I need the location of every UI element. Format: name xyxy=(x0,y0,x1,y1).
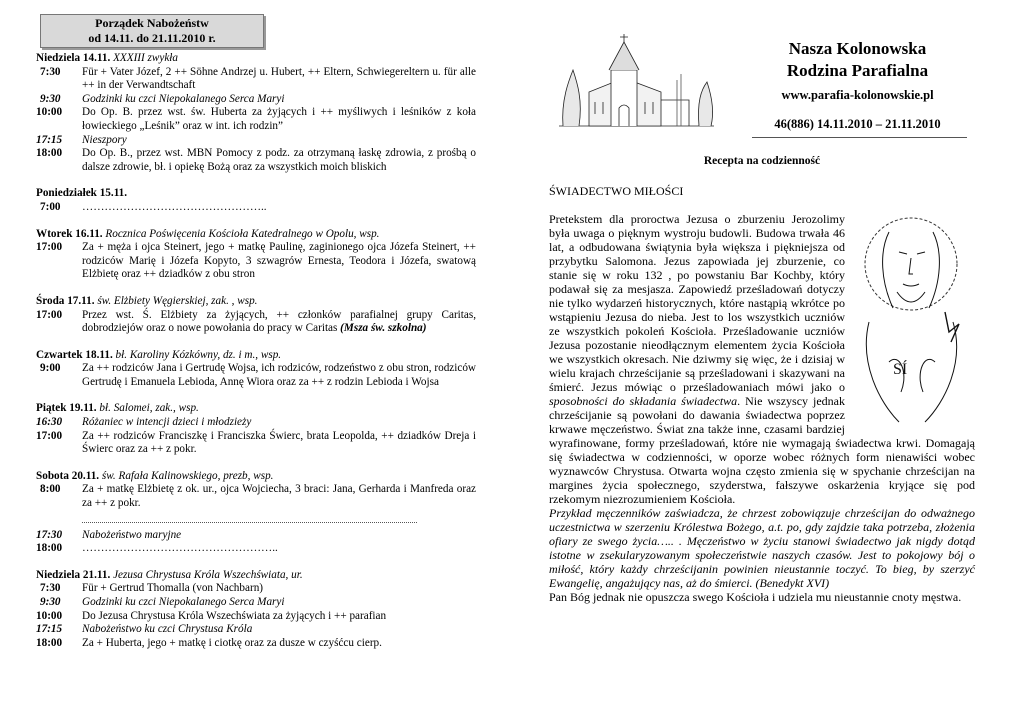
entry-intention: Przez wst. Ś. Elżbiety za żyjących, ++ członków parafialnej grupy Caritas, dobrodziejów oraz o nowe powołania do pracy w Caritas (Msza św. szkolna) xyxy=(82,308,476,335)
entry-time: 17:00 xyxy=(36,241,63,254)
day-heading: Sobota 20.11. św. Rafała Kalinowskiego, prezb, wsp. xyxy=(36,469,274,482)
day-heading: Poniedziałek 15.11. xyxy=(36,187,128,200)
entry-intention: Do Jezusa Chrystusa Króla Wszechświata za żyjących i ++ parafian xyxy=(82,609,387,622)
schedule-entry xyxy=(36,106,476,133)
schedule-entry xyxy=(36,147,476,174)
entry-intention: Godzinki ku czci Niepokalanego Serca Maryi xyxy=(82,596,285,608)
church-drawing xyxy=(549,30,722,134)
entry-time: 7:30 xyxy=(40,65,61,78)
entry-intention: Für + Gertrud Thomalla (von Nachbarn) xyxy=(82,582,264,595)
entry-time: 9:30 xyxy=(40,596,61,608)
entry-time: 17:00 xyxy=(36,429,63,442)
entry-time: 10:00 xyxy=(36,609,63,622)
schedule-day xyxy=(36,215,476,282)
entry-time: 17:15 xyxy=(36,623,63,636)
entry-intention: Nieszpory xyxy=(82,133,127,146)
issue-number: 46(886) 14.11.2010 – 21.11.2010 xyxy=(774,117,941,131)
issue-divider xyxy=(752,137,967,138)
schedule-entry xyxy=(36,582,476,596)
schedule-header xyxy=(40,14,264,48)
entry-intention: Für + Vater Józef, 2 ++ Söhne Andrzej u. Hubert, ++ Eltern, Schwiegereltern u. für alle ++ in der Verwandtschaft xyxy=(82,65,476,92)
schedule-entry xyxy=(36,241,476,282)
entry-intention: Za ++ rodziców Franciszkę i Franciszka Świerc, brata Leopolda, ++ dziadków Dreja i Świerc oraz za ++ z pokr. xyxy=(82,429,476,456)
entry-intention: Godzinki ku czci Niepokalanego Serca Maryi xyxy=(82,92,285,105)
entry-intention: Za + męża i ojca Steinert, jego + matkę Paulinę, zaginionego ojca Józefa Steinert, ++ rodziców Marię i Józefa Kopyto, 3 szwagrów Ernesta, Teodora i Józefa, swatową Elżbietę oraz ++ dziadków z obu stron xyxy=(82,241,476,281)
schedule-entry xyxy=(36,93,476,107)
entry-intention: Za ++ rodziców Jana i Gertrudę Wojsa, ich rodziców, rodzeństwo z obu stron, rodziców Gertrudę i Emanuela Lebioda, Annę Wiora oraz za ++ z rodzin Lebioda i Wojsa xyxy=(82,362,476,388)
article-paragraph-3: Pan Bóg jednak nie opuszcza swego Kościoła i udziela mu nieustannie cnoty męstwa. xyxy=(549,590,962,604)
schedule-day xyxy=(36,52,476,174)
schedule-dates: od 14.11. do 21.11.2010 r. xyxy=(88,30,216,45)
entry-time: 18:00 xyxy=(36,636,63,649)
blank-line xyxy=(82,513,417,523)
entry-intention: Za + matkę Elżbietę z ok. ur., ojca Wojciecha, 3 braci: Jana, Gerharda i Manfreda oraz za ++ z pokr. xyxy=(82,483,476,510)
article-body xyxy=(549,212,975,604)
entry-intention: ………………………………………….. xyxy=(82,200,267,213)
entry-intention: Nabożeństwo maryjne xyxy=(82,528,182,541)
schedule-entry xyxy=(36,542,476,556)
article-paragraph-2: Przykład męczenników zaświadcza, że chrzest zobowiązuje chrześcijan do odważnego uczestnictwa w szerzeniu Królestwa Bożego, a.t. po, gdy zajdzie taka potrzeba, złożenia ofiary ze swego życia….. . Męczeństwo w życiu stanowi świadectwo jak nigdy dotąd istotne w zsekularyzowanym społeczeństwie naszych czasów. Jest to pokojowy bój o miłość, który każdy chrześcijanin powinien nieustannie toczyć. To bieg, by szerzyć Ewangelię, angażujący nas, aż do śmierci. (Benedykt XVI) xyxy=(549,506,975,590)
schedule-day xyxy=(36,556,476,651)
article-title: ŚWIADECTWO MIŁOŚCI xyxy=(549,184,684,198)
entry-time: 9:00 xyxy=(40,362,61,375)
entry-time: 17:15 xyxy=(36,133,63,146)
schedule-day xyxy=(36,457,476,556)
schedule-entry xyxy=(36,483,476,510)
schedule-days xyxy=(36,52,476,650)
schedule-entry xyxy=(36,66,476,93)
masthead-title-line1: Nasza Kolonowska xyxy=(788,39,927,58)
article-paragraph-1: Pretekstem dla proroctwa Jezusa o zburzeniu Jerozolimy była uwaga o pięknym wystroju budowli. Budowa trwała 46 lat, a odbudowana świątynia była większa i piękniejsza od przybytku Salomona. Jezus zapowiada jej zburzenie, co stanie się w roku 132 , po powstaniu Bar Kochby, który podawał się za mesjasza. Zapowiedź prześladowań dotyczy nie tylko wydarzeń historycznych, które nastąpią wkrótce po wstąpieniu Jezusa do nieba. Jest to los wszystkich uczniów ze wszystkich pokoleń Kościoła. Prześladowanie uczniów Jezusa pozostanie nieodłącznym elementem życia Kościoła we wszystkich okresach. Nie dziwmy się więc, że i dzisiaj w wielu krajach chrześcijanie są prześladowani i skazywani na śmierć. Jezus mówiąc o prześladowaniach mówi jako o sposobności do składania świadectwa. Nie wszyscy jednak chrześcijanie są powołani do dawania świadectwa poprzez krwawe męczeństwo. Świat zna także inne, czasami bardziej wyrafinowane, formy prześladowań, które nie wymagają świadectwa krwi. Domagają się świadectwa w codzienności, w oporze wobec różnych form nienawiści wobec wyznawców Chrystusa. Otwarta wojna często zmienia się w spychanie chrześcijan na margines życia społecznego, szyderstwa, fałszywe oskarżenia kryjące się pod rzekomym niezrozumieniem Kościoła. xyxy=(549,212,975,506)
day-heading: Wtorek 16.11. Rocznica Poświęcenia Kościoła Katedralnego w Opolu, wsp. xyxy=(36,227,380,240)
day-heading: Czwartek 18.11. bł. Karoliny Kózkówny, dz. i m., wsp. xyxy=(36,348,282,361)
entry-intention: Do Op. B. przez wst. św. Huberta za żyjących i ++ myśliwych i leśników z koła łowieckiego „Leśnik” oraz w int. ich rodzin” xyxy=(82,106,476,132)
entry-intention: Nabożeństwo ku czci Chrystusa Króla xyxy=(82,623,253,636)
entry-intention: Różaniec w intencji dzieci i młodzieży xyxy=(82,416,252,429)
day-heading: Środa 17.11. św. Elżbiety Węgierskiej, zak. , wsp. xyxy=(36,294,258,307)
entry-time: 8:00 xyxy=(40,483,61,496)
day-heading: Piątek 19.11. bł. Salomei, zak., wsp. xyxy=(36,402,199,415)
schedule-entry xyxy=(36,637,476,651)
entry-intention: …………………………………………….. xyxy=(82,542,278,555)
entry-time: 17:30 xyxy=(36,528,63,541)
schedule-day xyxy=(36,389,476,456)
schedule-day xyxy=(36,174,476,214)
day-heading: Niedziela 21.11. Jezusa Chrystusa Króla Wszechświata, ur. xyxy=(36,568,303,581)
schedule-column xyxy=(36,14,476,650)
masthead-title-line2: Rodzina Parafialna xyxy=(786,61,929,80)
entry-time: 9:30 xyxy=(40,92,61,105)
recipe-heading: Recepta na codzienność xyxy=(703,155,821,167)
entry-time: 10:00 xyxy=(36,106,63,119)
schedule-day xyxy=(36,336,476,390)
schedule-entry xyxy=(36,134,476,148)
schedule-entry xyxy=(36,309,476,336)
schedule-entry xyxy=(36,362,476,389)
entry-intention: Za + Huberta, jego + matkę i ciotkę oraz za dusze w czyśćcu cierp. xyxy=(82,636,382,649)
jesus-illustration xyxy=(849,212,975,434)
schedule-entry xyxy=(36,416,476,430)
entry-intention: Do Op. B., przez wst. MBN Pomocy z podz. za otrzymaną łaskę zdrowia, z prośbą o dalsze zdrowie, bł. i opiekę Bożą oraz za wszystkich moich bliskich xyxy=(82,147,476,173)
parish-website-link[interactable]: www.parafia-kolonowskie.pl xyxy=(781,88,934,102)
entry-time: 7:00 xyxy=(40,200,61,213)
schedule-entry xyxy=(36,610,476,624)
schedule-entry xyxy=(36,430,476,457)
schedule-entry xyxy=(36,596,476,610)
entry-time: 18:00 xyxy=(36,147,63,160)
day-heading: Niedziela 14.11. XXXIII zwykła xyxy=(36,52,178,64)
entry-time: 17:00 xyxy=(36,308,63,321)
entry-time: 16:30 xyxy=(36,416,63,429)
schedule-title: Porządek Nabożeństw xyxy=(95,16,209,30)
masthead-title xyxy=(740,38,975,82)
schedule-entry xyxy=(36,529,476,543)
entry-time: 7:30 xyxy=(40,582,61,595)
schedule-entry xyxy=(36,623,476,637)
schedule-entry xyxy=(36,201,476,215)
picture-caption: SÍ xyxy=(893,361,908,378)
schedule-day xyxy=(36,282,476,336)
entry-time: 18:00 xyxy=(36,542,63,555)
